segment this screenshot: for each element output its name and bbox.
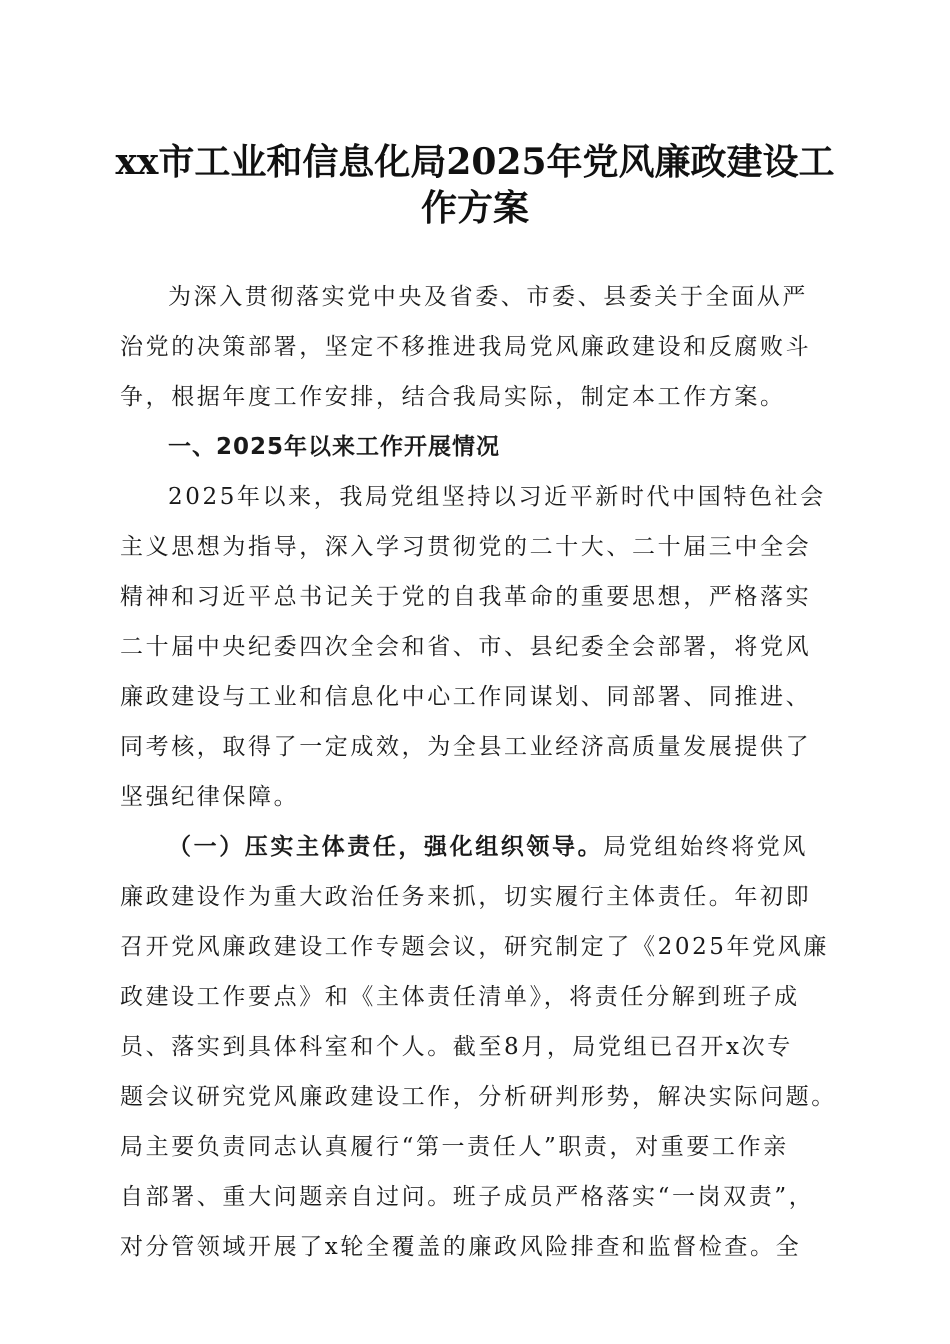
- subsection-1-line-5: 员、落实到具体科室和个人。截至8月，局党组已召开x次专: [120, 1034, 793, 1060]
- section-1-line-1: 2025年以来，我局党组坚持以习近平新时代中国特色社会: [168, 484, 826, 510]
- section-1-line-6: 同考核，取得了一定成效，为全县工业经济高质量发展提供了: [120, 734, 812, 760]
- document-body: [120, 272, 840, 1272]
- subsection-1-line-3: 召开党风廉政建设工作专题会议，研究制定了《2025年党风廉: [120, 934, 829, 960]
- intro-line-3: 争，根据年度工作安排，结合我局实际，制定本工作方案。: [120, 384, 786, 410]
- section-1-line-4: 二十届中央纪委四次全会和省、市、县纪委全会部署，将党风: [120, 634, 812, 660]
- document-title-line-1: xx市工业和信息化局2025年党风廉政建设工: [115, 141, 835, 183]
- subsection-1-text-start: 局党组始终将党风: [603, 834, 809, 860]
- subsection-1-line-6: 题会议研究党风廉政建设工作，分析研判形势，解决实际问题。: [120, 1084, 837, 1110]
- subsection-heading-1: （一）压实主体责任，强化组织领导。: [168, 833, 604, 860]
- subsection-1-line-7: 局主要负责同志认真履行“第一责任人”职责，对重要工作亲: [120, 1134, 789, 1160]
- document-title-line-2: 作方案: [420, 187, 529, 229]
- section-1-line-3: 精神和习近平总书记关于党的自我革命的重要思想，严格落实: [120, 584, 812, 610]
- subsection-1-line-2: 廉政建设作为重大政治任务来抓，切实履行主体责任。年初即: [120, 884, 812, 910]
- section-1-line-2: 主义思想为指导，深入学习贯彻党的二十大、二十届三中全会: [120, 534, 812, 560]
- subsection-1-line-1: [120, 822, 840, 872]
- section-1-line-5: 廉政建设与工业和信息化中心工作同谋划、同部署、同推进、: [120, 684, 812, 710]
- section-heading-1: 一、2025年以来工作开展情况: [168, 434, 501, 460]
- subsection-1-line-8: 自部署、重大问题亲自过问。班子成员严格落实“一岗双责”，: [120, 1184, 815, 1210]
- intro-line-2: 治党的决策部署，坚定不移推进我局党风廉政建设和反腐败斗: [120, 334, 812, 360]
- subsection-1-line-9: 对分管领域开展了x轮全覆盖的廉政风险排查和监督检查。全: [120, 1234, 802, 1260]
- intro-line-1: 为深入贯彻落实党中央及省委、市委、县委关于全面从严: [168, 284, 808, 310]
- subsection-1-line-4: 政建设工作要点》和《主体责任清单》，将责任分解到班子成: [120, 984, 800, 1010]
- section-1-line-7: 坚强纪律保障。: [120, 784, 300, 810]
